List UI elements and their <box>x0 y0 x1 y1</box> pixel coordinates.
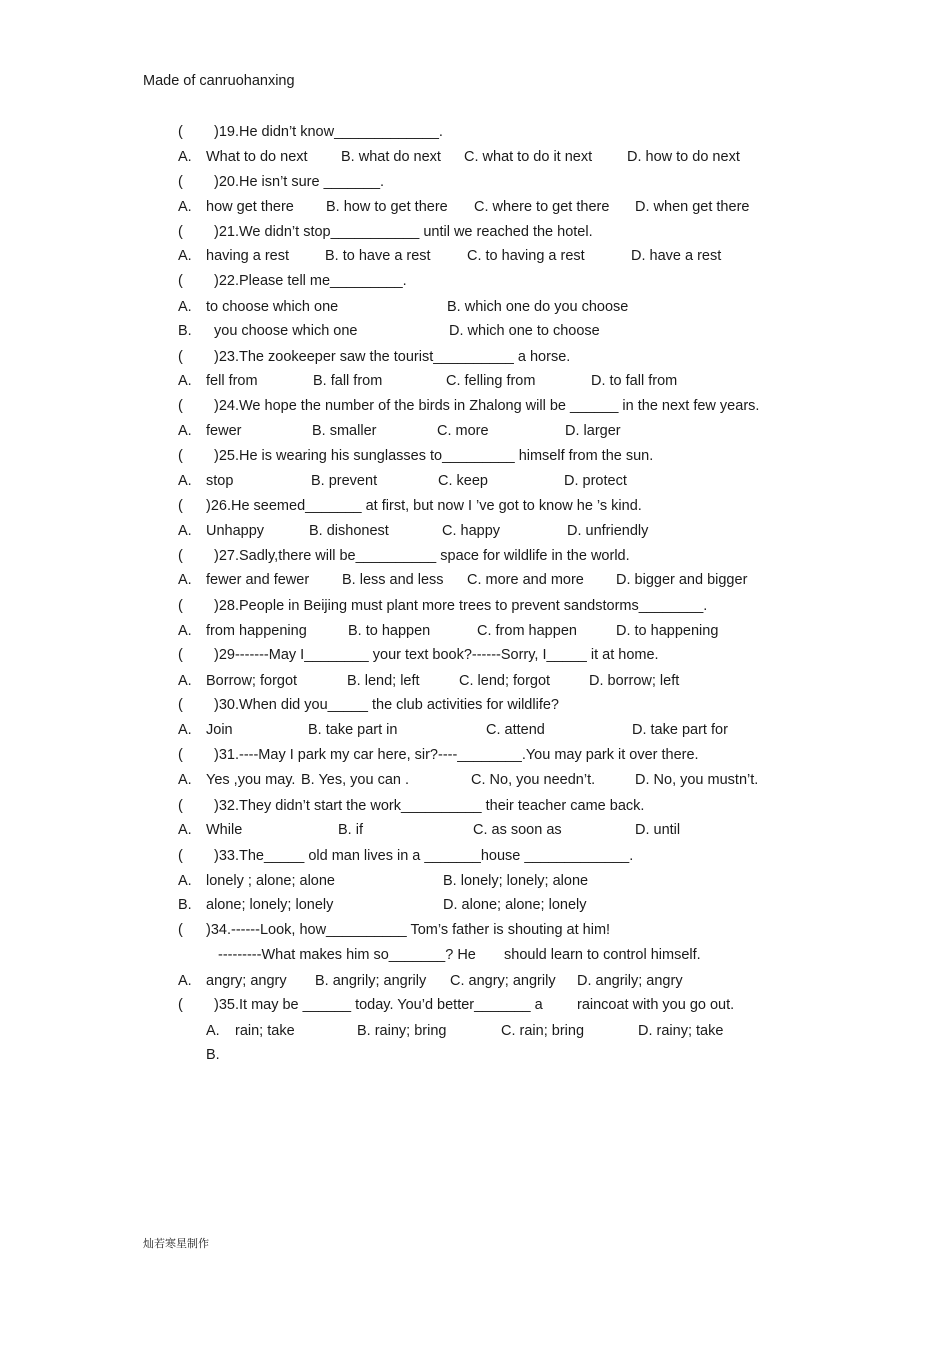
line-text: C. lend; forgot <box>459 673 551 689</box>
line-text: B. Yes, you can . <box>301 772 410 788</box>
line-text: )30.When did you_____ the club activities for wildlife? <box>214 697 559 713</box>
line-marker: A. <box>178 822 192 838</box>
line-text: D. until <box>635 822 681 838</box>
line-marker: A. <box>178 973 192 989</box>
line-text: D. which one to choose <box>449 323 600 339</box>
line-text: D. unfriendly <box>567 523 649 539</box>
line-text: D. protect <box>564 473 627 489</box>
line-text: should learn to control himself. <box>504 947 701 963</box>
line-text: fewer and fewer <box>206 572 310 588</box>
line-text: B. dishonest <box>309 523 389 539</box>
line-marker: ( <box>178 448 183 464</box>
line-text: from happening <box>206 623 307 639</box>
line-text: C. to having a rest <box>467 248 585 264</box>
line-text: D. take part for <box>632 722 728 738</box>
line-text: B. lonely; lonely; alone <box>443 873 589 889</box>
line-text: )34.------Look, how__________ Tom’s father is shouting at him! <box>206 922 611 938</box>
line-marker: ( <box>178 697 183 713</box>
line-text: C. attend <box>486 722 545 738</box>
line-marker: A. <box>206 1023 220 1039</box>
line-marker: A. <box>178 149 192 165</box>
line-text: While <box>206 822 243 838</box>
line-text: D. how to do next <box>627 149 740 165</box>
line-text: )20.He isn’t sure _______. <box>214 174 385 190</box>
line-text: fell from <box>206 373 258 389</box>
line-text: B. take part in <box>308 722 398 738</box>
line-text: Borrow; forgot <box>206 673 298 689</box>
line-text: )25.He is wearing his sunglasses to_________ himself from the sun. <box>214 448 654 464</box>
line-text: What to do next <box>206 149 308 165</box>
line-text: C. where to get there <box>474 199 610 215</box>
line-text: lonely ; alone; alone <box>206 873 335 889</box>
line-marker: A. <box>178 523 192 539</box>
line-marker: ( <box>178 398 183 414</box>
line-text: D. to fall from <box>591 373 678 389</box>
line-marker: ( <box>178 798 183 814</box>
line-text: D. have a rest <box>631 248 722 264</box>
line-text: fewer <box>206 423 242 439</box>
line-marker: A. <box>178 772 192 788</box>
line-marker: A. <box>178 199 192 215</box>
line-text: C. more and more <box>467 572 584 588</box>
line-marker: ( <box>178 647 183 663</box>
line-text: angry; angry <box>206 973 287 989</box>
line-text: rain; take <box>235 1023 295 1039</box>
line-marker: A. <box>178 572 192 588</box>
line-marker: ( <box>178 997 183 1013</box>
page-header: Made of canruohanxing <box>143 73 295 89</box>
line-text: C. keep <box>438 473 488 489</box>
line-text: B. prevent <box>311 473 378 489</box>
line-marker: A. <box>178 248 192 264</box>
line-marker: B. <box>178 323 192 339</box>
line-marker: A. <box>178 473 192 489</box>
line-text: C. felling from <box>446 373 536 389</box>
line-text: having a rest <box>206 248 290 264</box>
line-text: )35.It may be ______ today. You’d better_______ a <box>214 997 543 1013</box>
line-text: B. what do next <box>341 149 441 165</box>
line-text: D. rainy; take <box>638 1023 724 1039</box>
line-marker: A. <box>178 873 192 889</box>
line-marker: A. <box>178 722 192 738</box>
line-text: C. as soon as <box>473 822 562 838</box>
line-marker: A. <box>178 373 192 389</box>
line-text: D. to happening <box>616 623 719 639</box>
line-marker: ( <box>178 498 183 514</box>
line-text: D. larger <box>565 423 621 439</box>
line-marker: ( <box>178 922 183 938</box>
line-marker: ---------What makes him so_______? He <box>218 947 476 963</box>
line-text: D. alone; alone; lonely <box>443 897 587 913</box>
line-text: )24.We hope the number of the birds in Zhalong will be ______ in the next few years. <box>214 398 760 414</box>
line-text: B. to happen <box>348 623 431 639</box>
line-text: raincoat with you go out. <box>577 997 735 1013</box>
line-text: B. to have a rest <box>325 248 431 264</box>
line-text: D. No, you mustn’t. <box>635 772 759 788</box>
line-text: )28.People in Beijing must plant more trees to prevent sandstorms________. <box>214 598 708 614</box>
line-text: C. more <box>437 423 489 439</box>
line-text: )32.They didn’t start the work__________ their teacher came back. <box>214 798 645 814</box>
line-text: Join <box>206 722 233 738</box>
line-text: C. angry; angrily <box>450 973 556 989</box>
line-text: )26.He seemed_______ at first, but now I ’ve got to know he ’s kind. <box>206 498 642 514</box>
line-marker: A. <box>178 423 192 439</box>
page-footer: 灿若寒星制作 <box>143 1237 209 1250</box>
line-text: you choose which one <box>214 323 358 339</box>
line-marker: ( <box>178 848 183 864</box>
line-text: B. fall from <box>313 373 383 389</box>
line-text: C. happy <box>442 523 501 539</box>
line-text: B. lend; left <box>347 673 420 689</box>
line-text: C. what to do it next <box>464 149 593 165</box>
line-text: )33.The_____ old man lives in a _______house _____________. <box>214 848 634 864</box>
line-text: B. angrily; angrily <box>315 973 427 989</box>
line-text: Unhappy <box>206 523 265 539</box>
line-text: C. from happen <box>477 623 577 639</box>
line-text: )23.The zookeeper saw the tourist__________ a horse. <box>214 349 571 365</box>
line-text: B. which one do you choose <box>447 299 629 315</box>
line-marker: ( <box>178 598 183 614</box>
line-text: )19.He didn’t know_____________. <box>214 124 443 140</box>
line-text: C. rain; bring <box>501 1023 585 1039</box>
line-text: C. No, you needn’t. <box>471 772 596 788</box>
line-text: to choose which one <box>206 299 339 315</box>
line-marker: B. <box>206 1047 220 1063</box>
line-marker: ( <box>178 174 183 190</box>
line-text: D. borrow; left <box>589 673 680 689</box>
line-marker: ( <box>178 224 183 240</box>
line-text: )27.Sadly,there will be__________ space for wildlife in the world. <box>214 548 630 564</box>
line-text: B. smaller <box>312 423 377 439</box>
line-text: D. angrily; angry <box>577 973 683 989</box>
line-marker: B. <box>178 897 192 913</box>
line-marker: A. <box>178 673 192 689</box>
line-text: B. how to get there <box>326 199 448 215</box>
line-text: B. if <box>338 822 363 838</box>
line-text: D. bigger and bigger <box>616 572 748 588</box>
line-text: alone; lonely; lonely <box>206 897 334 913</box>
line-marker: ( <box>178 124 183 140</box>
line-text: )31.----May I park my car here, sir?----________.You may park it over there. <box>214 747 699 763</box>
line-text: B. rainy; bring <box>357 1023 447 1039</box>
line-text: Yes ,you may. <box>206 772 296 788</box>
line-marker: ( <box>178 548 183 564</box>
line-text: )21.We didn’t stop___________ until we reached the hotel. <box>214 224 593 240</box>
line-marker: ( <box>178 747 183 763</box>
line-text: D. when get there <box>635 199 750 215</box>
line-text: stop <box>206 473 234 489</box>
line-marker: A. <box>178 623 192 639</box>
line-marker: ( <box>178 273 183 289</box>
line-marker: A. <box>178 299 192 315</box>
line-text: B. less and less <box>342 572 444 588</box>
line-text: )22.Please tell me_________. <box>214 273 407 289</box>
line-text: how get there <box>206 199 294 215</box>
line-text: )29-------May I________ your text book?------Sorry, I_____ it at home. <box>214 647 659 663</box>
line-marker: ( <box>178 349 183 365</box>
